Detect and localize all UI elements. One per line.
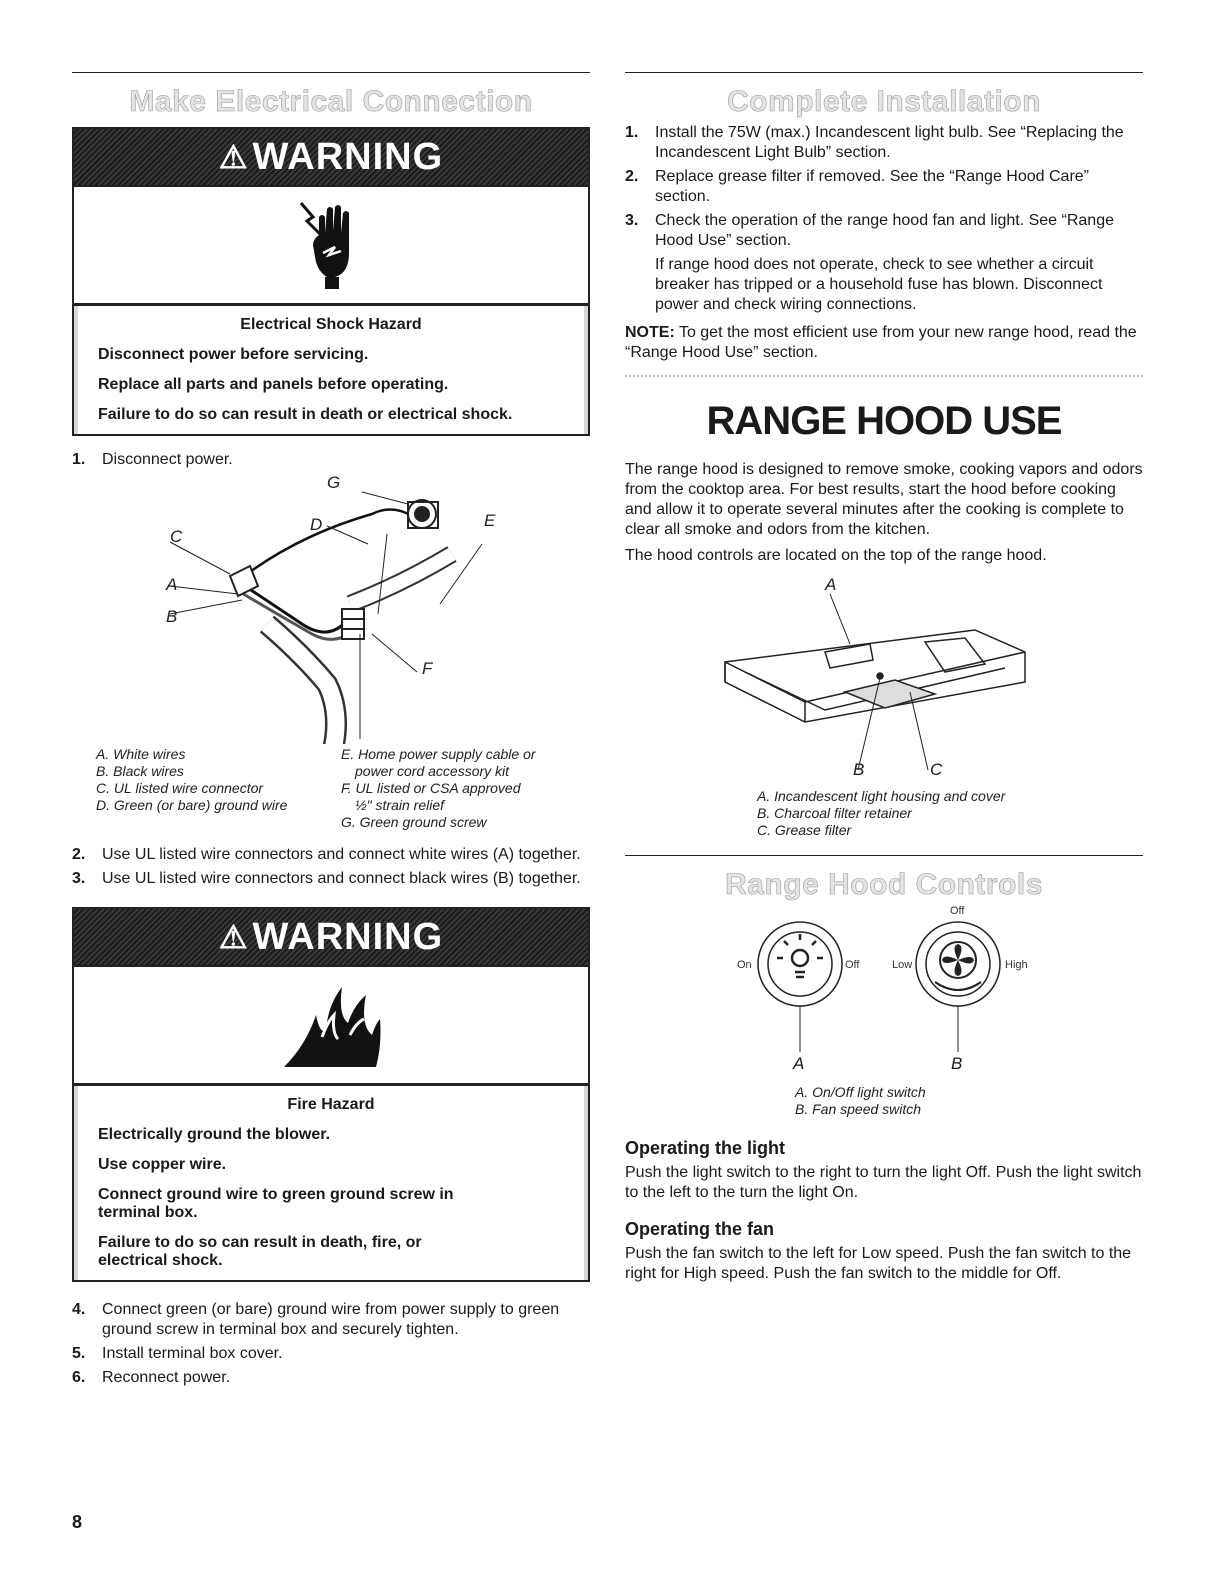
list-item: 2. Replace grease filter if removed. See the “Range Hood Care” section. <box>625 168 1089 205</box>
fig-label-f: F <box>422 659 433 678</box>
hood-bc-labels <box>625 760 1143 780</box>
wiring-captions <box>72 746 590 831</box>
section-rule <box>72 72 590 73</box>
controls-diagram <box>625 902 1143 1062</box>
warning-header-label: WARNING <box>252 915 444 958</box>
warning-box-fire <box>72 907 590 1282</box>
list-item: 2. Use UL listed wire connectors and connect white wires (A) together. <box>72 846 581 863</box>
fan-off-label: Off <box>950 905 965 917</box>
steps-list-b <box>72 845 590 889</box>
section-title-electrical: Make Electrical Connection <box>129 85 533 118</box>
fan-icon <box>935 942 981 990</box>
list-item: 4. Connect green (or bare) ground wire from power supply to green ground screw in terminal box and securely tighten. <box>72 1301 560 1338</box>
fig-label-g: G <box>327 474 341 492</box>
warning-text-block <box>74 1086 588 1280</box>
list-item: 5. Install terminal box cover. <box>72 1345 283 1362</box>
section-rule <box>625 72 1143 73</box>
list-item: 6. Reconnect power. <box>72 1369 231 1386</box>
captions-left: A. White wires B. Black wires C. UL listed wire connector D. Green (or bare) ground wire <box>96 746 288 813</box>
warning-header <box>74 129 588 187</box>
page-number: 8 <box>72 1512 83 1532</box>
light-bulb-icon <box>777 934 823 977</box>
warning-line: Replace all parts and panels before operating. <box>98 376 449 393</box>
warning-triangle-icon: ⚠ <box>218 919 249 955</box>
range-hood-use-title: RANGE HOOD USE <box>706 399 1062 443</box>
warning-header-label: WARNING <box>252 135 444 178</box>
section-rule <box>625 855 1143 856</box>
steps-list-a <box>72 450 590 470</box>
captions-right: E. Home power supply cable or power cord accessory kit F. UL listed or CSA approved ½" strain relief G. Green ground screw <box>341 746 536 830</box>
control-label-a: A <box>793 1054 805 1073</box>
step3-extra: If range hood does not operate, check to see whether a circuit breaker has tripped or a household fuse has blown. Disconnect power and check wiring connections. <box>655 256 1103 313</box>
list-item: 1. Disconnect power. <box>72 451 233 468</box>
warning-line: Use copper wire. <box>98 1156 227 1173</box>
dotted-divider <box>625 375 1143 377</box>
operating-light-heading: Operating the light <box>625 1138 785 1158</box>
warning-line: Electrically ground the blower. <box>98 1126 331 1143</box>
warning-pictogram-area <box>74 967 588 1086</box>
operating-fan-heading: Operating the fan <box>625 1219 775 1239</box>
warning-line: Failure to do so can result in death or electrical shock. <box>98 406 513 423</box>
fig-label-a: A <box>166 575 178 594</box>
right-column <box>625 72 1143 1290</box>
range-hood-diagram <box>625 572 1143 772</box>
warning-box-electrical <box>72 127 590 436</box>
off-label: Off <box>845 959 860 971</box>
fig-label-e: E <box>484 511 496 530</box>
controls-ab-labels <box>625 1054 1143 1076</box>
low-label: Low <box>892 959 913 971</box>
warning-line: Failure to do so can result in death, fire, or electrical shock. <box>98 1234 422 1269</box>
list-item: 3. Check the operation of the range hood fan and light. See “Range Hood Use” section. <box>625 212 1114 249</box>
fig-label-b: B <box>853 760 865 779</box>
fig-label-d: D <box>310 515 323 534</box>
section-title-complete: Complete Installation <box>727 85 1041 118</box>
warning-triangle-icon: ⚠ <box>218 139 249 175</box>
warning-header <box>74 909 588 967</box>
warning-line: Connect ground wire to green ground screw in terminal box. <box>98 1186 454 1221</box>
fig-label-c: C <box>170 527 183 546</box>
fig-label-a: A <box>825 575 837 594</box>
warning-text-block <box>74 306 588 434</box>
list-item: 3. Use UL listed wire connectors and connect black wires (B) together. <box>72 870 581 887</box>
wiring-diagram <box>72 474 590 744</box>
install-steps <box>625 123 1143 251</box>
high-label: High <box>1005 959 1028 971</box>
operating-light-text: Push the light switch to the right to turn the light Off. Push the light switch to the left to the turn the light On. <box>625 1164 1142 1201</box>
on-label: On <box>737 959 752 971</box>
hazard-title: Fire Hazard <box>287 1096 375 1113</box>
intro-paragraph: The hood controls are located on the top of the range hood. <box>625 547 1047 564</box>
note: NOTE: To get the most efficient use from your new range hood, read the “Range Hood Use” section. <box>625 324 1137 361</box>
fig-label-b: B <box>166 607 178 626</box>
hazard-title: Electrical Shock Hazard <box>240 316 422 333</box>
left-column <box>72 72 590 1392</box>
hood-captions: A. Incandescent light housing and cover B. Charcoal filter retainer C. Grease filter <box>757 788 1006 838</box>
steps-list-c <box>72 1300 590 1388</box>
list-item: 1. Install the 75W (max.) Incandescent light bulb. See “Replacing the Incandescent Light Bulb” section. <box>625 124 1124 161</box>
fire-icon <box>276 975 386 1075</box>
fig-label-c: C <box>930 760 943 779</box>
warning-line: Disconnect power before servicing. <box>98 346 369 363</box>
electric-shock-hand-icon <box>291 195 371 295</box>
operating-fan-text: Push the fan switch to the left for Low speed. Push the fan switch to the right for High speed. Push the fan switch to the middle for Off. <box>625 1245 1132 1282</box>
control-label-b: B <box>951 1054 963 1073</box>
warning-pictogram-area <box>74 187 588 306</box>
controls-captions: A. On/Off light switch B. Fan speed switch <box>795 1084 926 1117</box>
section-title-controls: Range Hood Controls <box>725 868 1043 901</box>
intro-paragraph: The range hood is designed to remove smoke, cooking vapors and odors from the cooktop area. For best results, start the hood before cooking and allow it to operate several minutes after the cooking is complete to clear all smoke and odors from the kitchen. <box>625 461 1143 538</box>
